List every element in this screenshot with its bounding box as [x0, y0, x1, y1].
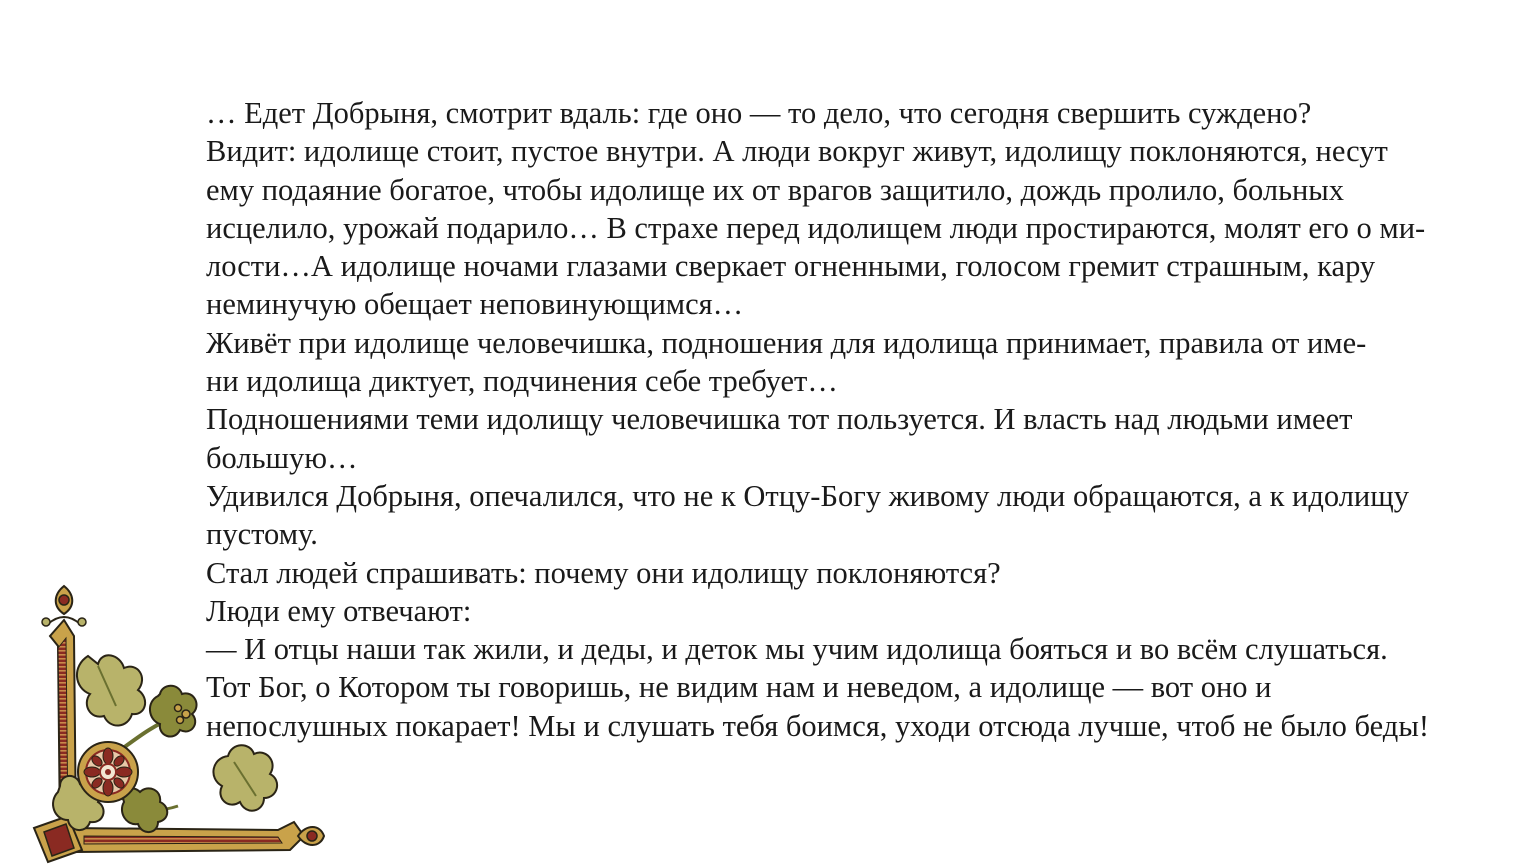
text-line: Тот Бог, о Котором ты говоришь, не видим нам и неведом, а идолище — вот оно и [206, 670, 1272, 705]
text-line: непослушных покарает! Мы и слушать тебя боимся, уходи отсюда лучше, чтоб не было беды! [206, 708, 1429, 743]
text-line: большую… [206, 440, 358, 475]
floral-corner-ornament-icon [28, 566, 328, 864]
text-line: исцелило, урожай подарило… В страхе перед идолищем люди простираются, молят его о ми- [206, 210, 1426, 245]
text-line: — И отцы наши так жили, и деды, и деток мы учим идолища бояться и во всём слушаться. [206, 632, 1388, 667]
text-line: Подношениями теми идолищу человечишка тот пользуется. И власть над людьми имеет [206, 402, 1353, 437]
text-line: ему подаяние богатое, чтобы идолище их от врагов защитило, дождь пролило, больных [206, 172, 1345, 207]
text-line: ни идолища диктует, подчинения себе требует… [206, 364, 838, 399]
text-line: неминучую обещает неповинующимся… [206, 287, 744, 322]
text-line: Люди ему отвечают: [206, 593, 472, 628]
text-line: Живёт при идолище человечишка, подношения для идолища принимает, правила от име- [206, 325, 1367, 360]
text-line: Стал людей спрашивать: почему они идолищу поклоняются? [206, 555, 1001, 590]
text-line: … Едет Добрыня, смотрит вдаль: где оно — то дело, что сегодня свершить суждено? [206, 96, 1312, 130]
text-line: лости…А идолище ночами глазами сверкает огненными, голосом гремит страшным, кару [206, 249, 1376, 284]
text-line: пустому. [206, 517, 318, 552]
story-text [206, 94, 1506, 745]
text-line: Видит: идолище стоит, пустое внутри. А люди вокруг живут, идолищу поклоняются, несут [206, 134, 1388, 169]
text-line: Удивился Добрыня, опечалился, что не к Отцу-Богу живому люди обращаются, а к идолищу [206, 478, 1409, 513]
